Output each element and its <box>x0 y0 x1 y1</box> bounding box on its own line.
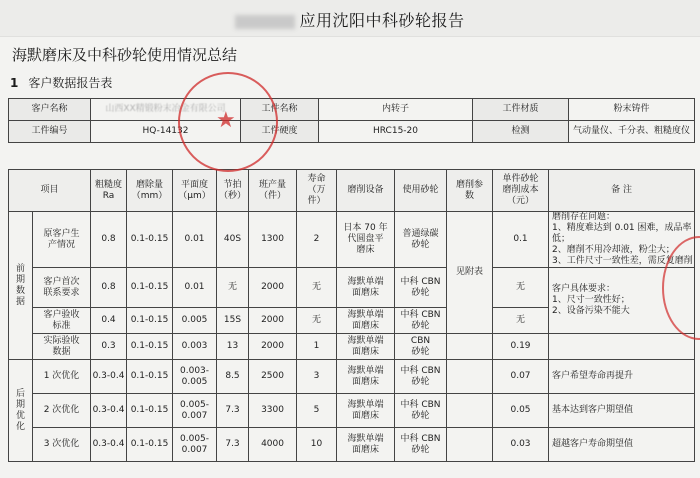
row-flat: 0.005- 0.007 <box>173 428 217 462</box>
row-output: 3300 <box>249 394 297 428</box>
header-beat: 节拍 （秒） <box>217 170 249 212</box>
row-note: 客户希望寿命再提升 <box>549 360 695 394</box>
row-life: 3 <box>297 360 337 394</box>
row-output: 2000 <box>249 308 297 334</box>
row-feed: 0.1-0.15 <box>127 268 173 308</box>
row-ra: 0.8 <box>91 212 127 268</box>
group-pre-label: 前 期 数 据 <box>9 212 33 360</box>
row-item: 1 次优化 <box>33 360 91 394</box>
row-flat: 0.003 <box>173 334 217 360</box>
row-cost: 无 <box>493 308 549 334</box>
row-item: 实际验收 数据 <box>33 334 91 360</box>
table-row <box>9 394 695 428</box>
row-life: 10 <box>297 428 337 462</box>
row-note-empty <box>549 334 695 360</box>
row-beat: 40S <box>217 212 249 268</box>
row-cost: 无 <box>493 268 549 308</box>
header-feed: 磨除量 （mm） <box>127 170 173 212</box>
row-item: 3 次优化 <box>33 428 91 462</box>
header-params: 磨削参 数 <box>447 170 493 212</box>
inspect-value: 气动量仪、千分表、粗糙度仪 <box>569 121 695 143</box>
row-life: 无 <box>297 268 337 308</box>
customer-info-table <box>8 98 695 143</box>
row-life: 2 <box>297 212 337 268</box>
row-cost: 0.03 <box>493 428 549 462</box>
row-ra: 0.3-0.4 <box>91 360 127 394</box>
part-name-value: 内转子 <box>319 99 473 121</box>
header-note: 备 注 <box>549 170 695 212</box>
row-feed: 0.1-0.15 <box>127 394 173 428</box>
row-output: 1300 <box>249 212 297 268</box>
row-wheel: CBN 砂轮 <box>395 334 447 360</box>
row-beat: 7.3 <box>217 394 249 428</box>
row-wheel: 中科 CBN 砂轮 <box>395 394 447 428</box>
header-life: 寿命 （万 件） <box>297 170 337 212</box>
header-item: 项目 <box>9 170 91 212</box>
row-ra: 0.3-0.4 <box>91 394 127 428</box>
row-cost: 0.07 <box>493 360 549 394</box>
row-flat: 0.005- 0.007 <box>173 394 217 428</box>
sub-title: 1 客户数据报告表 <box>10 76 113 90</box>
row-feed: 0.1-0.15 <box>127 334 173 360</box>
header-cost: 单件砂轮 磨削成本 （元） <box>493 170 549 212</box>
row-params: 见附表 <box>447 212 493 334</box>
header-wheel: 使用砂轮 <box>395 170 447 212</box>
row-feed: 0.1-0.15 <box>127 428 173 462</box>
row-ra: 0.3-0.4 <box>91 428 127 462</box>
row-wheel: 中科 CBN 砂轮 <box>395 428 447 462</box>
row-wheel: 中科 CBN 砂轮 <box>395 268 447 308</box>
row-beat: 8.5 <box>217 360 249 394</box>
row-life: 无 <box>297 308 337 334</box>
table-row <box>9 212 695 268</box>
row-beat: 15S <box>217 308 249 334</box>
row-output: 2500 <box>249 360 297 394</box>
row-wheel: 中科 CBN 砂轮 <box>395 308 447 334</box>
row-life: 5 <box>297 394 337 428</box>
row-params-empty <box>447 394 493 428</box>
row-cost: 0.1 <box>493 212 549 268</box>
row-output: 2000 <box>249 268 297 308</box>
row-flat: 0.003- 0.005 <box>173 360 217 394</box>
row-equip: 海默单端 面磨床 <box>337 334 395 360</box>
header-equip: 磨削设备 <box>337 170 395 212</box>
header-ra: 粗糙度 Ra <box>91 170 127 212</box>
header-flat: 平面度 （μm） <box>173 170 217 212</box>
company-seal <box>178 72 278 172</box>
seal-star-icon: ★ <box>216 108 236 133</box>
row-params-empty <box>447 334 493 360</box>
customer-label: 客户名称 <box>9 99 91 121</box>
document-title: 应用沈阳中科砂轮报告 <box>0 8 700 31</box>
row-equip: 海默单端 面磨床 <box>337 360 395 394</box>
row-output: 2000 <box>249 334 297 360</box>
row-feed: 0.1-0.15 <box>127 212 173 268</box>
row-cost: 0.05 <box>493 394 549 428</box>
row-ra: 0.3 <box>91 334 127 360</box>
row-beat: 7.3 <box>217 428 249 462</box>
row-equip: 日本 70 年 代圆盘平 磨床 <box>337 212 395 268</box>
row-item: 客户验收 标准 <box>33 308 91 334</box>
table-row <box>9 360 695 394</box>
group-post-label: 后 期 优 化 <box>9 360 33 462</box>
header-output: 班产量 （件） <box>249 170 297 212</box>
material-label: 工件材质 <box>473 99 569 121</box>
row-equip: 海默单端 面磨床 <box>337 268 395 308</box>
row-note: 客户具体要求： 1、尺寸一致性好； 2、设备污染不能大 <box>549 268 695 334</box>
redacted-name <box>235 15 295 29</box>
row-output: 4000 <box>249 428 297 462</box>
row-note: 基本达到客户期望值 <box>549 394 695 428</box>
row-flat: 0.005 <box>173 308 217 334</box>
material-value: 粉末铸件 <box>569 99 695 121</box>
header-row <box>9 170 695 212</box>
inspect-label: 检测 <box>473 121 569 143</box>
row-wheel: 中科 CBN 砂轮 <box>395 360 447 394</box>
row-wheel: 普通绿碳 砂轮 <box>395 212 447 268</box>
row-equip: 海默单端 面磨床 <box>337 428 395 462</box>
hardness-label: 工件硬度 <box>241 121 319 143</box>
row-params-empty <box>447 428 493 462</box>
row-equip: 海默单端 面磨床 <box>337 394 395 428</box>
data-report-table <box>8 169 695 462</box>
row-ra: 0.8 <box>91 268 127 308</box>
hardness-value: HRC15-20 <box>319 121 473 143</box>
row-feed: 0.1-0.15 <box>127 308 173 334</box>
row-beat: 13 <box>217 334 249 360</box>
row-cost: 0.19 <box>493 334 549 360</box>
row-item: 原客户生 产情况 <box>33 212 91 268</box>
row-equip: 海默单端 面磨床 <box>337 308 395 334</box>
row-params-empty <box>447 360 493 394</box>
row-note: 磨削存在问题： 1、精度难达到 0.01 困难，成品率低； 2、磨削不用冷却液，粉尘大； 3、工件尺寸一致性差，需反复磨削 <box>549 212 695 268</box>
row-note: 超越客户寿命期望值 <box>549 428 695 462</box>
row-item: 客户首次 联系要求 <box>33 268 91 308</box>
row-ra: 0.4 <box>91 308 127 334</box>
part-no-label: 工件编号 <box>9 121 91 143</box>
table-row <box>9 268 695 308</box>
row-beat: 无 <box>217 268 249 308</box>
row-flat: 0.01 <box>173 268 217 308</box>
customer-value: 山西XX精锻粉末冶金有限公司 <box>91 99 241 121</box>
row-life: 1 <box>297 334 337 360</box>
row-feed: 0.1-0.15 <box>127 360 173 394</box>
section-title: 海默磨床及中科砂轮使用情况总结 <box>12 46 238 64</box>
part-no-value: HQ-14132 <box>91 121 241 143</box>
table-row <box>9 334 695 360</box>
table-row <box>9 428 695 462</box>
part-name-label: 工件名称 <box>241 99 319 121</box>
row-item: 2 次优化 <box>33 394 91 428</box>
row-flat: 0.01 <box>173 212 217 268</box>
